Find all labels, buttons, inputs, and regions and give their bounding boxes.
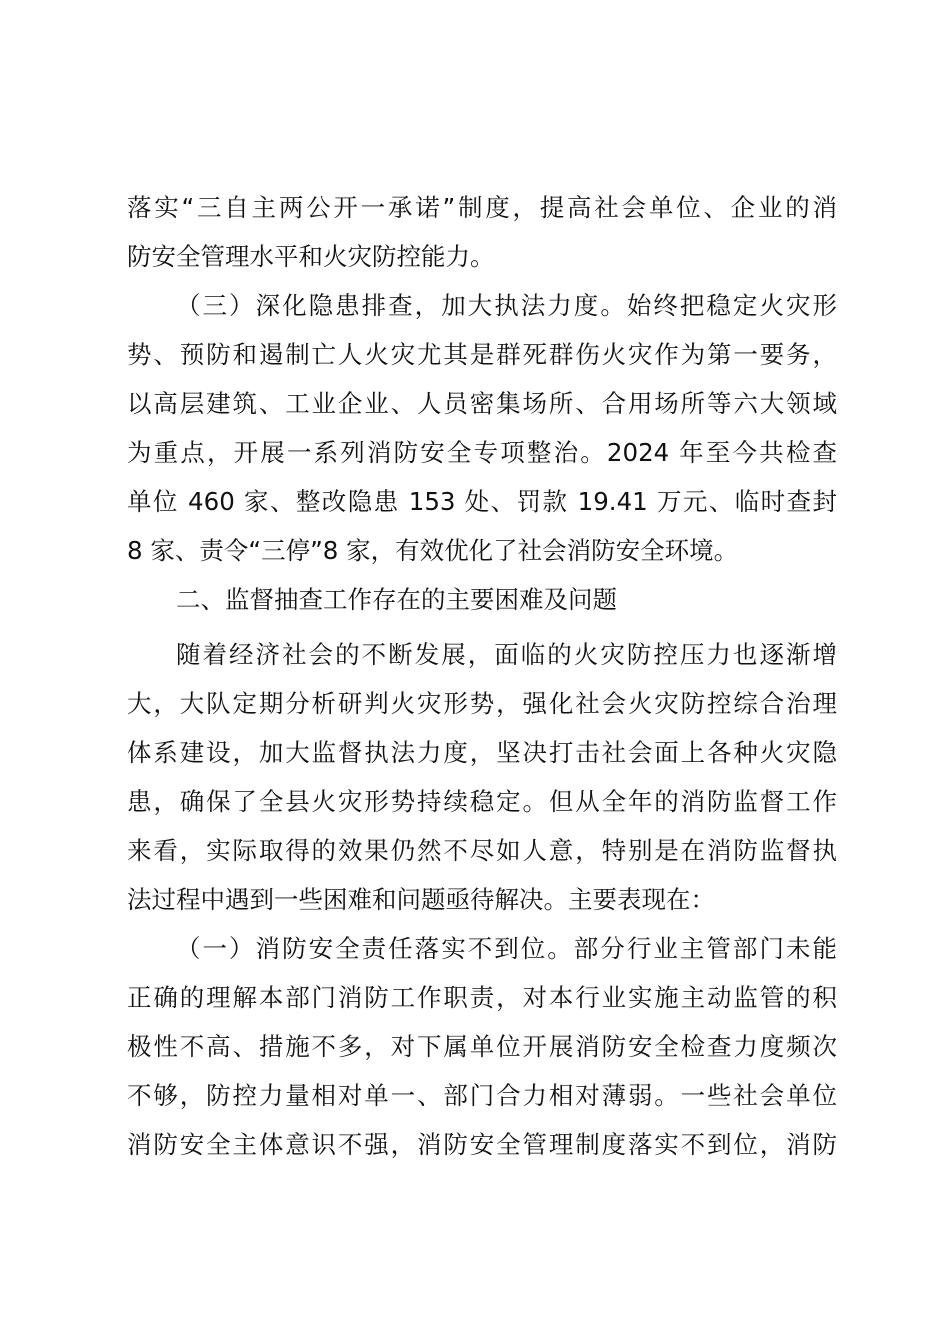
text-line: 来看，实际取得的效果仍然不尽如人意，特别是在消防监督执 bbox=[127, 836, 837, 865]
section-heading-line: （三）深化隐患排查，加大执法力度。始终把稳定火灾形 bbox=[176, 291, 837, 320]
text-line: 体系建设，加大监督执法力度，坚决打击社会面上各种火灾隐 bbox=[127, 738, 837, 767]
text-line: 患，确保了全县火灾形势持续稳定。但从全年的消防监督工作 bbox=[127, 787, 837, 816]
text-line: 势、预防和遏制亡人火灾尤其是群死群伤火灾作为第一要务， bbox=[127, 340, 837, 369]
text-line: 防安全管理水平和火灾防控能力。 bbox=[127, 242, 495, 271]
text-line: 不够，防控力量相对单一、部门合力相对薄弱。一些社会单位 bbox=[127, 1081, 837, 1110]
text-line: 消防安全主体意识不强，消防安全管理制度落实不到位，消防 bbox=[127, 1130, 837, 1159]
text-line: 8 家、责令“三停”8 家，有效优化了社会消防安全环境。 bbox=[127, 536, 739, 565]
text-line: 随着经济社会的不断发展，面临的火灾防控压力也逐渐增 bbox=[176, 640, 837, 669]
text-line: 单位 460 家、整改隐患 153 处、罚款 19.41 万元、临时查封 bbox=[127, 487, 837, 516]
text-line: 为重点，开展一系列消防安全专项整治。2024 年至今共检查 bbox=[127, 438, 837, 467]
section-heading-line: （一）消防安全责任落实不到位。部分行业主管部门未能 bbox=[176, 934, 837, 963]
text-line: 正确的理解本部门消防工作职责，对本行业实施主动监管的积 bbox=[127, 983, 837, 1012]
chapter-heading: 二、监督抽查工作存在的主要困难及问题 bbox=[176, 585, 617, 614]
text-line: 极性不高、措施不多，对下属单位开展消防安全检查力度频次 bbox=[127, 1032, 837, 1061]
text-line: 法过程中遇到一些困难和问题亟待解决。主要表现在： bbox=[127, 885, 715, 914]
text-line: 大，大队定期分析研判火灾形势，强化社会火灾防控综合治理 bbox=[127, 689, 837, 718]
text-line: 以高层建筑、工业企业、人员密集场所、合用场所等六大领域 bbox=[127, 389, 837, 418]
text-line: 落实“三自主两公开一承诺”制度，提高社会单位、企业的消 bbox=[127, 193, 837, 222]
